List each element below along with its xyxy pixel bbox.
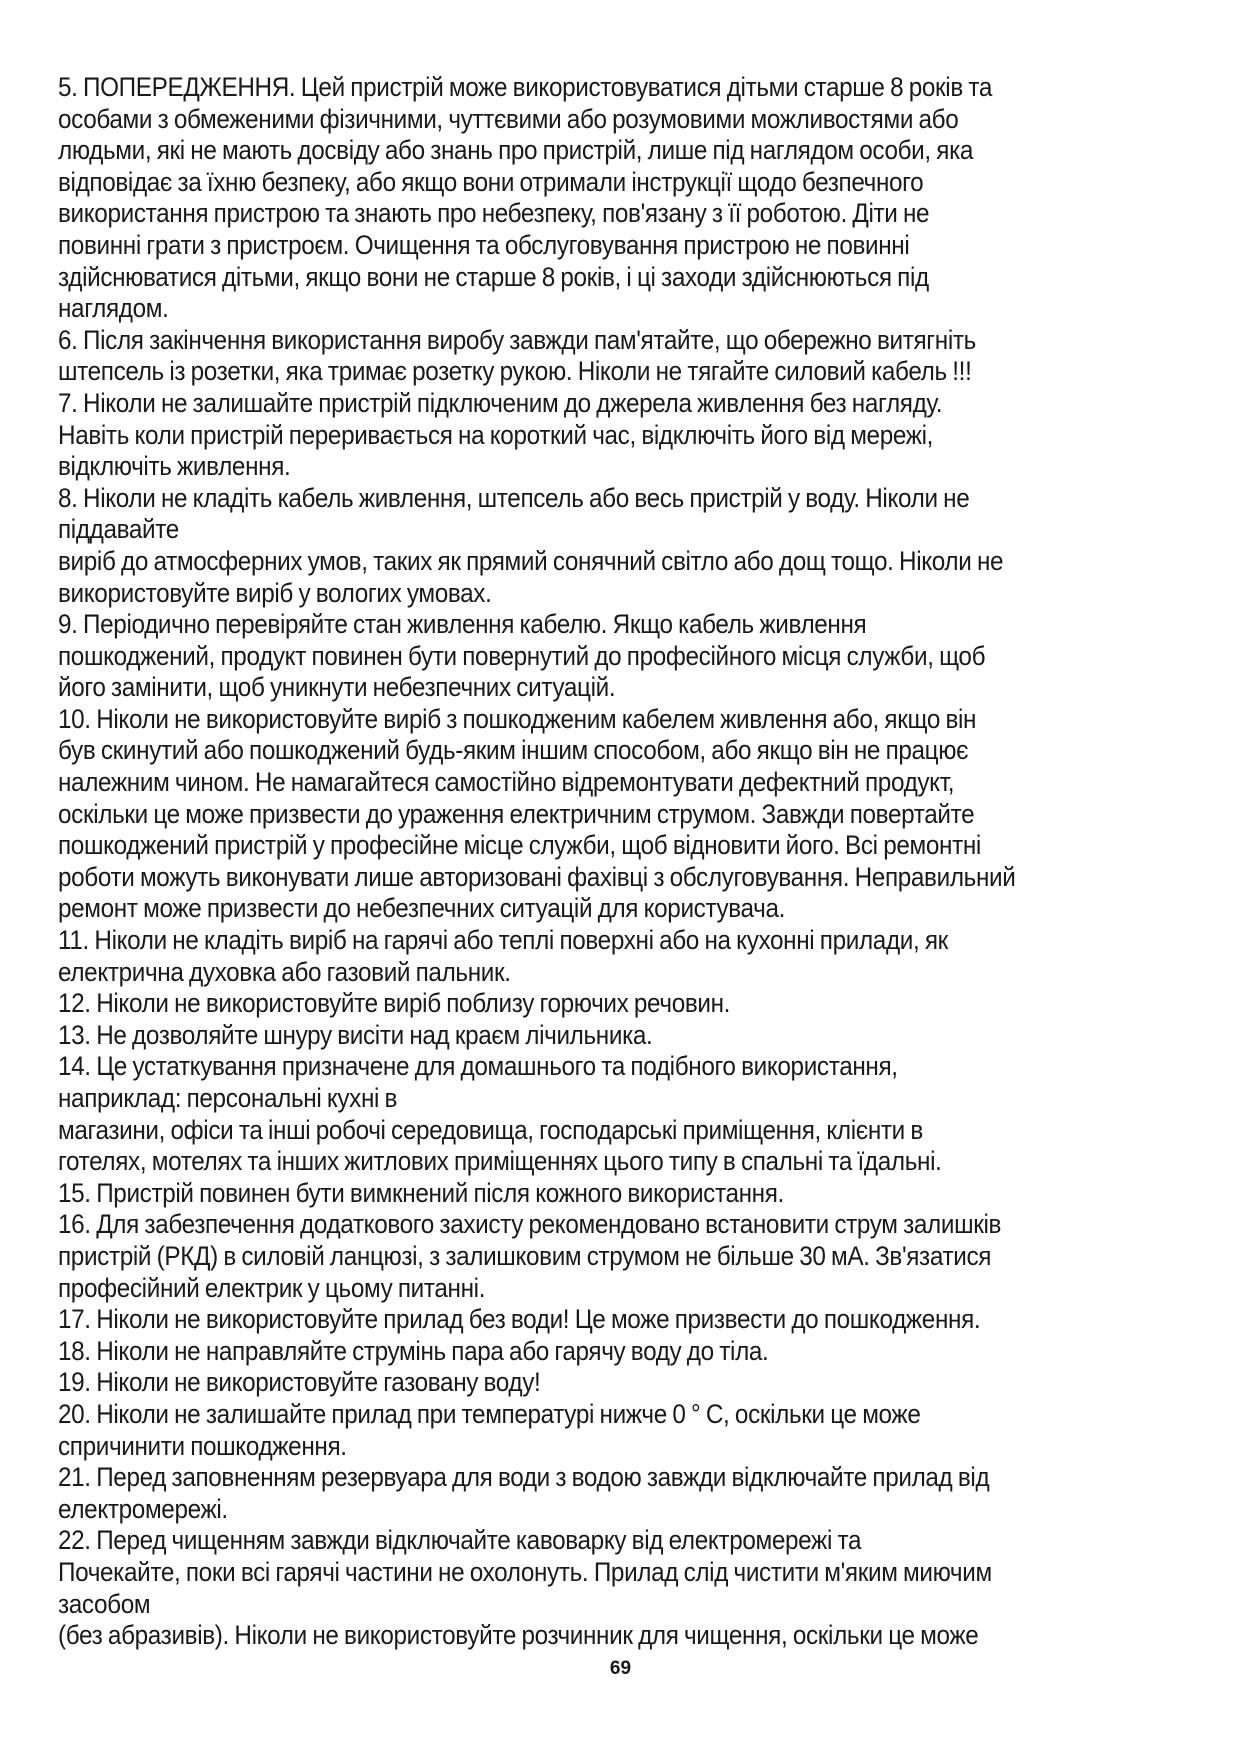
text-line: його замінити, щоб уникнути небезпечних ситуацій. [58, 672, 616, 703]
text-line: наприклад: персональні кухні в [58, 1083, 398, 1113]
text-line: Почекайте, поки всі гарячі частини не охолонуть. Прилад слід чистити м'яким миючим [58, 1556, 992, 1587]
text-line: засобом [58, 1588, 151, 1619]
text-line: використання пристрою та знають про небезпеку, пов'язану з її роботою. Діти не [58, 198, 930, 229]
text-line: 8. Ніколи не кладіть кабель живлення, штепсель або весь пристрій у воду. Ніколи не [58, 482, 970, 513]
document-body [58, 72, 1188, 1652]
text-line: людьми, які не мають досвіду або знань про пристрій, лише під наглядом особи, яка [58, 135, 974, 166]
text-line: піддавайте [58, 514, 179, 545]
text-line: 9. Періодично перевіряйте стан живлення кабелю. Якщо кабель живлення [58, 609, 867, 640]
text-line: пошкоджений, продукт повинен бути повернутий до професійного місця служби, щоб [58, 640, 986, 671]
text-line: 12. Ніколи не використовуйте виріб поблизу горючих речовин. [58, 988, 731, 1019]
text-line: повинні грати з пристроєм. Очищення та обслуговування пристрою не повинні [58, 229, 910, 260]
text-line: 11. Ніколи не кладіть виріб на гарячі або теплі поверхні або на кухонні прилади, як [58, 925, 948, 956]
text-line: був скинутий або пошкоджений будь-яким іншим способом, або якщо він не працює [58, 735, 969, 766]
text-line: 14. Це устаткування призначене для домашнього та подібного використання, [58, 1051, 898, 1082]
text-line: особами з обмеженими фізичними, чуттєвими або розумовими можливостями або [58, 103, 959, 134]
text-line: 17. Ніколи не використовуйте прилад без води! Це може призвести до пошкодження. [58, 1304, 981, 1335]
text-line: належним чином. Не намагайтеся самостійно відремонтувати дефектний продукт, [58, 767, 955, 798]
text-line: (без абразивів). Ніколи не використовуйте розчинник для чищення, оскільки це може [58, 1620, 979, 1651]
text-line: відключіть живлення. [58, 451, 291, 482]
text-line: здійснюватися дітьми, якщо вони не старше 8 років, і ці заходи здійснюються під [58, 261, 929, 292]
text-line: оскільки це може призвести до ураження електричним струмом. Завжди повертайте [58, 798, 975, 829]
text-line: електрична духовка або газовий пальник. [58, 956, 511, 987]
text-line: 19. Ніколи не використовуйте газовану воду! [58, 1367, 541, 1398]
text-line: 16. Для забезпечення додаткового захисту рекомендовано встановити струм залишків [58, 1209, 1002, 1240]
text-line: 6. Після закінчення використання виробу завжди пам'ятайте, що обережно витягніть [58, 324, 976, 355]
text-line: роботи можуть виконувати лише авторизовані фахівці з обслуговування. Неправильний [58, 861, 1016, 892]
text-line: професійний електрик у цьому питанні. [58, 1272, 486, 1303]
text-line: 15. Пристрій повинен бути вимкнений після кожного використання. [58, 1177, 784, 1208]
text-line: спричинити пошкодження. [58, 1430, 347, 1461]
text-line: пристрій (РКД) в силовій ланцюзі, з залишковим струмом не більше 30 мА. Зв'язатися [58, 1240, 992, 1271]
text-line: ремонт може призвести до небезпечних ситуацій для користувача. [58, 893, 786, 924]
text-line: Навіть коли пристрій переривається на короткий час, відключіть його від мережі, [58, 419, 934, 450]
text-line: 18. Ніколи не направляйте струмінь пара або гарячу воду до тіла. [58, 1335, 769, 1366]
text-line: 10. Ніколи не використовуйте виріб з пошкодженим кабелем живлення або, якщо він [58, 703, 977, 734]
page-number: 69 [609, 1658, 632, 1679]
text-line: 13. Не дозволяйте шнуру висіти над краєм лічильника. [58, 1019, 653, 1050]
text-line: наглядом. [58, 293, 169, 324]
text-line: готелях, мотелях та інших житлових приміщеннях цього типу в спальні та їдальні. [58, 1146, 942, 1177]
text-line: магазини, офіси та інші робочі середовища, господарські приміщення, клієнти в [58, 1114, 923, 1145]
text-line: 22. Перед чищенням завжди відключайте кавоварку від електромережі та [58, 1525, 862, 1556]
text-line: 21. Перед заповненням резервуара для води з водою завжди відключайте прилад від [58, 1462, 990, 1493]
text-line: електромережі. [58, 1493, 228, 1524]
text-line: пошкоджений пристрій у професійне місце служби, щоб відновити його. Всі ремонтні [58, 830, 981, 861]
text-line: 20. Ніколи не залишайте прилад при температурі нижче 0 ° С, оскільки це може [58, 1398, 921, 1429]
text-line: виріб до атмосферних умов, таких як прямий сонячний світло або дощ тощо. Ніколи не [58, 545, 1004, 576]
text-line: відповідає за їхню безпеку, або якщо вони отримали інструкції щодо безпечного [58, 166, 924, 197]
text-line: використовуйте виріб у вологих умовах. [58, 577, 492, 608]
text-line: 7. Ніколи не залишайте пристрій підключеним до джерела живлення без нагляду. [58, 387, 943, 418]
text-line: 5. ПОПЕРЕДЖЕННЯ. Цей пристрій може використовуватися дітьми старше 8 років та [58, 72, 993, 102]
text-line: штепсель із розетки, яка тримає розетку рукою. Ніколи не тягайте силовий кабель !!! [58, 356, 972, 387]
